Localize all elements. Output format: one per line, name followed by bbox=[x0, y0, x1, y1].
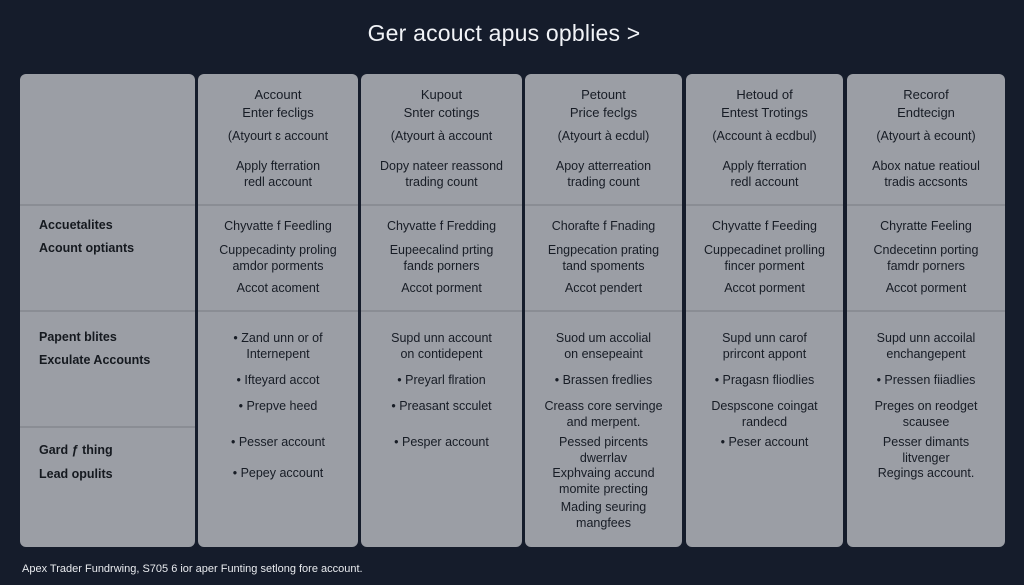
cell-text: Internepent bbox=[246, 347, 310, 361]
cell-text: redl account bbox=[243, 175, 313, 189]
row-divider bbox=[525, 310, 682, 312]
cell-text: scausee bbox=[902, 415, 950, 429]
cell-text: Mading seuring bbox=[560, 500, 647, 514]
cell-text: • Pepey account bbox=[232, 466, 324, 480]
cell-text: Regings account. bbox=[877, 466, 975, 480]
column-subheader: Price feclgs bbox=[569, 105, 638, 120]
cell-text: • Preyarl flration bbox=[397, 373, 486, 387]
row-divider bbox=[847, 310, 1005, 312]
cell-text: Preges on reodget bbox=[874, 399, 978, 413]
row-divider bbox=[20, 426, 195, 428]
cell-text: fincer porment bbox=[724, 259, 805, 273]
cell-text: randecd bbox=[741, 415, 788, 429]
cell-text: • Brassen fredlies bbox=[554, 373, 653, 387]
column-header-note: (Atyourt à ecount) bbox=[876, 129, 976, 143]
cell-text: prircont appont bbox=[722, 347, 807, 361]
plan-column-2 bbox=[361, 74, 522, 547]
cell-text: on contidepent bbox=[400, 347, 483, 361]
cell-text: • Preasant scculet bbox=[391, 399, 492, 413]
cell-text: Cndecetinn porting bbox=[873, 243, 979, 257]
column-subheader: Endtecign bbox=[897, 105, 955, 120]
row-divider bbox=[198, 204, 358, 206]
cell-text: enchangepent bbox=[886, 347, 966, 361]
cell-text: dwerrlav bbox=[579, 451, 628, 465]
page-title: Ger acouct apus opblies > bbox=[367, 20, 641, 46]
row-label-gard-thing: Gard ƒ thing bbox=[39, 443, 113, 457]
cell-text: Pessed pircents bbox=[559, 435, 648, 449]
cell-text: Despscone coingat bbox=[711, 399, 818, 413]
cell-text: Engpecation prating bbox=[547, 243, 660, 257]
column-header-note: (Atyourt à ecdul) bbox=[557, 129, 650, 143]
cell-text: Exphvaing accund bbox=[552, 466, 655, 480]
row-divider bbox=[686, 310, 843, 312]
column-subheader: Enter fecligs bbox=[242, 105, 314, 120]
cell-text: Apoy atterreation bbox=[555, 159, 652, 173]
cell-text: Eupeecalind prting bbox=[389, 243, 494, 257]
cell-text: amdor porments bbox=[232, 259, 324, 273]
column-subheader: Snter cotings bbox=[403, 105, 480, 120]
column-subheader: Entest Trotings bbox=[721, 105, 808, 120]
cell-text: Apply fterration bbox=[235, 159, 321, 173]
column-header-note: (Atyourt à account bbox=[390, 129, 493, 143]
column-header: Hetoud of bbox=[736, 87, 793, 102]
row-divider bbox=[20, 310, 195, 312]
column-header-note: (Account à ecdbul) bbox=[712, 129, 817, 143]
cell-text: Chorafte f Fnading bbox=[551, 219, 656, 233]
column-header: Kupout bbox=[420, 87, 463, 102]
cell-text: litvenger bbox=[902, 451, 950, 465]
cell-text: fandɛ porners bbox=[403, 259, 480, 273]
cell-text: and merpent. bbox=[566, 415, 641, 429]
cell-text: momite precting bbox=[559, 482, 648, 496]
cell-text: Abox natue reatioul bbox=[872, 159, 980, 173]
cell-text: Chyvatte f Fredding bbox=[386, 219, 497, 233]
cell-text: Supd unn carof bbox=[722, 331, 807, 345]
cell-text: Accot porment bbox=[401, 281, 482, 295]
cell-text: Pesser dimants bbox=[882, 435, 970, 449]
cell-text: Accot porment bbox=[724, 281, 805, 295]
cell-text: redl account bbox=[730, 175, 799, 189]
row-labels-panel bbox=[20, 74, 195, 547]
cell-text: Accot porment bbox=[885, 281, 967, 295]
row-divider bbox=[847, 204, 1005, 206]
cell-text: • Ifteyard accot bbox=[236, 373, 320, 387]
row-label-papent-blites: Papent blites bbox=[39, 330, 117, 344]
cell-text: Chyratte Feeling bbox=[880, 219, 972, 233]
cell-text: Suod um accolial bbox=[555, 331, 652, 345]
cell-text: tradis accsonts bbox=[884, 175, 968, 189]
cell-text: on ensepeaint bbox=[564, 347, 643, 361]
cell-text: • Peser account bbox=[720, 435, 809, 449]
row-divider bbox=[361, 310, 522, 312]
cell-text: • Prepve heed bbox=[238, 399, 318, 413]
row-divider bbox=[198, 310, 358, 312]
cell-text: mangfees bbox=[576, 516, 631, 530]
cell-text: Cuppecadinty proling bbox=[219, 243, 337, 257]
row-label-acount-optiants: Acount optiants bbox=[39, 241, 135, 255]
plan-column-1 bbox=[198, 74, 358, 547]
cell-text: Accot pendert bbox=[564, 281, 643, 295]
cell-text: • Pesser account bbox=[230, 435, 325, 449]
cell-text: trading count bbox=[405, 175, 478, 189]
cell-text: trading count bbox=[567, 175, 640, 189]
row-divider bbox=[361, 204, 522, 206]
cell-text: famdr porners bbox=[887, 259, 965, 273]
row-divider bbox=[686, 204, 843, 206]
cell-text: Chyvatte f Feedling bbox=[224, 219, 332, 233]
column-header: Recorof bbox=[903, 87, 949, 102]
cell-text: • Pressen fiiadlies bbox=[876, 373, 976, 387]
cell-text: Chyvatte f Feeding bbox=[712, 219, 817, 233]
column-header: Account bbox=[254, 87, 302, 102]
plan-column-4 bbox=[686, 74, 843, 547]
cell-text: tand spoments bbox=[562, 259, 645, 273]
cell-text: Supd unn accoilal bbox=[876, 331, 976, 345]
row-label-lead-opulits: Lead opulits bbox=[39, 467, 113, 481]
cell-text: Dopy nateer reassond bbox=[380, 159, 503, 173]
column-header: Petount bbox=[581, 87, 626, 102]
row-label-accuetalites: Accuetalites bbox=[39, 218, 113, 232]
footer-note: Apex Trader Fundrwing, S705 6 ior aper Funting setlong fore account. bbox=[22, 563, 363, 575]
cell-text: Supd unn account bbox=[391, 331, 492, 345]
plan-column-5 bbox=[847, 74, 1005, 547]
row-divider bbox=[525, 204, 682, 206]
cell-text: Accot acoment bbox=[236, 281, 320, 295]
row-divider bbox=[20, 204, 195, 206]
cell-text: • Zand unn or of bbox=[233, 331, 323, 345]
cell-text: • Pragasn fliodlies bbox=[714, 373, 815, 387]
column-header-note: (Atyourt ɛ account bbox=[227, 129, 329, 143]
plan-column-3 bbox=[525, 74, 682, 547]
cell-text: Apply fterration bbox=[722, 159, 807, 173]
cell-text: • Pesper account bbox=[394, 435, 489, 449]
cell-text: Creass core servinge bbox=[544, 399, 663, 413]
cell-text: Cuppecadinet prolling bbox=[704, 243, 825, 257]
row-label-exculate-accounts: Exculate Accounts bbox=[39, 353, 151, 367]
